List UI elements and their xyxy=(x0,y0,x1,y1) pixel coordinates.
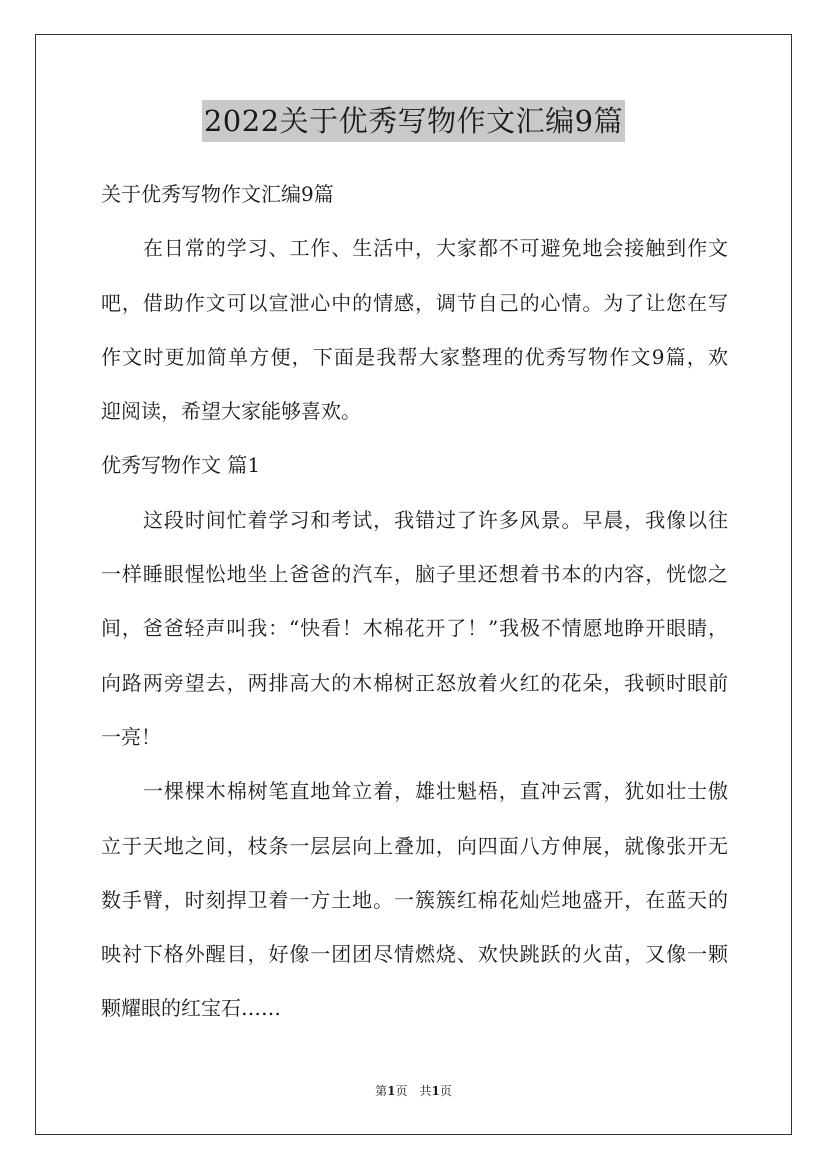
section-heading: 优秀写物作文 篇1 xyxy=(101,453,261,478)
footer-page-total: 1 xyxy=(431,1084,440,1098)
paragraph-line: 这段时间忙着学习和考试，我错过了许多风景。早晨，我像以往 xyxy=(143,507,728,532)
page-footer xyxy=(0,1082,827,1099)
intro-line: 在日常的学习、工作、生活中，大家都不可避免地会接触到作文 xyxy=(143,236,728,261)
footer-page-prefix: 第 xyxy=(375,1084,388,1098)
paragraph-line: 颗耀眼的红宝石…… xyxy=(101,996,281,1021)
intro-line: 作文时更加简单方便，下面是我帮大家整理的优秀写物作文9篇，欢 xyxy=(101,344,728,369)
document-body xyxy=(101,167,728,1036)
footer-page-current: 1 xyxy=(387,1084,396,1098)
paragraph-line: 映衬下格外醒目，好像一团团尽情燃烧、欢快跳跃的火苗，又像一颗 xyxy=(101,942,728,967)
paragraph-line: 间，爸爸轻声叫我：“快看！木棉花开了！”我极不情愿地睁开眼睛， xyxy=(101,616,728,641)
paragraph-line: 一亮！ xyxy=(101,724,161,749)
intro-line: 吧，借助作文可以宣泄心中的情感，调节自己的心情。为了让您在写 xyxy=(101,290,728,315)
footer-page-suffix: 页 xyxy=(439,1084,452,1098)
document-title: 2022关于优秀写物作文汇编9篇 xyxy=(202,100,625,142)
title-wrap xyxy=(0,100,827,142)
footer-page-mid: 页 共 xyxy=(395,1084,432,1098)
document-subtitle: 关于优秀写物作文汇编9篇 xyxy=(101,182,334,206)
paragraph-line: 向路两旁望去，两排高大的木棉树正怒放着火红的花朵，我顿时眼前 xyxy=(101,670,728,695)
paragraph-line: 立于天地之间，枝条一层层向上叠加，向四面八方伸展，就像张开无 xyxy=(101,833,728,858)
paragraph-line: 数手臂，时刻捍卫着一方土地。一簇簇红棉花灿烂地盛开，在蓝天的 xyxy=(101,887,728,912)
paragraph-line: 一样睡眼惺忪地坐上爸爸的汽车，脑子里还想着书本的内容，恍惚之 xyxy=(101,562,728,587)
intro-line: 迎阅读，希望大家能够喜欢。 xyxy=(101,399,361,424)
paragraph-line: 一棵棵木棉树笔直地耸立着，雄壮魁梧，直冲云霄，犹如壮士傲 xyxy=(143,779,728,804)
